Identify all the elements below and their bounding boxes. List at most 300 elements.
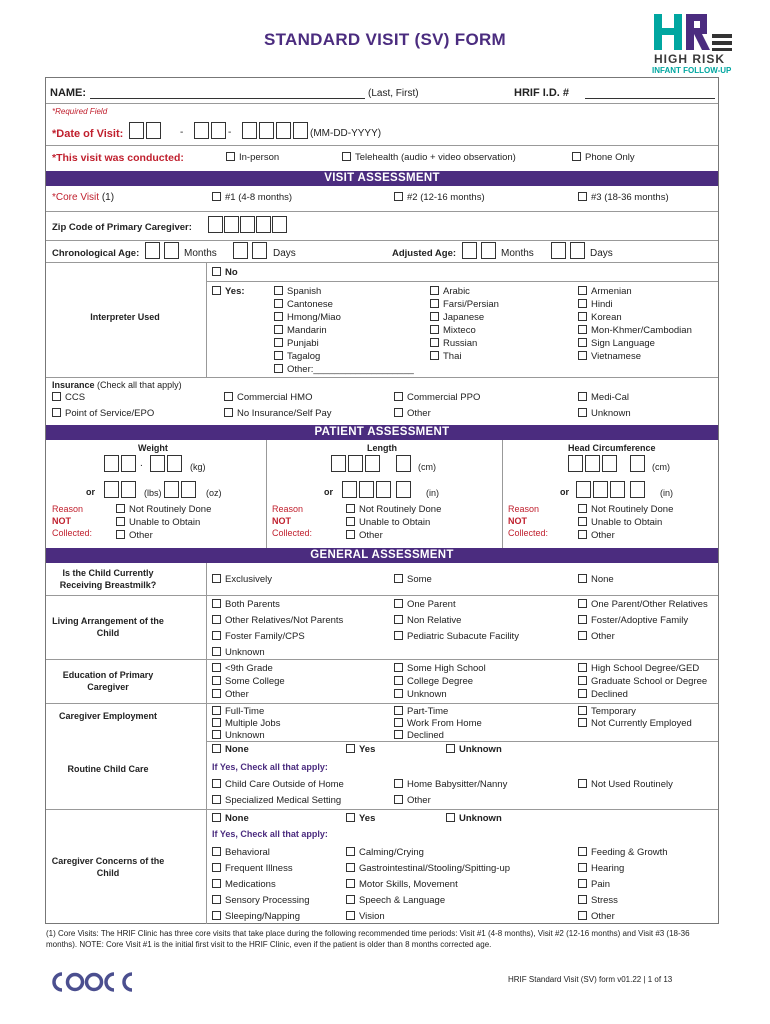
weight-oz-digit[interactable] xyxy=(181,481,196,498)
oz-unit: (oz) xyxy=(206,488,222,498)
concerns-option[interactable]: Stress xyxy=(578,895,618,906)
employment-option[interactable]: Part-Time xyxy=(394,706,448,717)
childcare-option[interactable]: Child Care Outside of Home xyxy=(212,779,344,790)
insurance-label: Insurance (Check all that apply) xyxy=(52,380,182,390)
reason-label: NOT xyxy=(272,516,291,526)
checkbox-icon xyxy=(430,351,439,360)
zip-digit[interactable] xyxy=(224,216,239,233)
hrif-id-label: HRIF I.D. # xyxy=(514,87,570,99)
checkbox-icon xyxy=(116,517,125,526)
chrono-days-label: Days xyxy=(273,248,296,259)
reason-option[interactable]: Unable to Obtain xyxy=(116,517,200,528)
checkbox-icon xyxy=(212,779,221,788)
date-dash: - xyxy=(180,127,184,138)
checkbox-icon xyxy=(578,895,587,904)
date-dash: - xyxy=(228,127,232,138)
reason-label: Collected: xyxy=(272,528,313,538)
insurance-option[interactable]: Other xyxy=(394,408,431,419)
checkbox-icon xyxy=(52,408,61,417)
checkbox-icon xyxy=(578,879,587,888)
education-option[interactable]: Other xyxy=(212,689,249,700)
checkbox-icon xyxy=(342,152,351,161)
lbs-unit: (lbs) xyxy=(144,488,162,498)
childcare-label: Routine Child Care xyxy=(67,764,149,774)
concerns-option[interactable]: Pain xyxy=(578,879,610,890)
head-in-digit[interactable] xyxy=(610,481,625,498)
weight-label: Weight xyxy=(138,443,168,453)
checkbox-icon xyxy=(116,530,125,539)
checkbox-icon xyxy=(212,286,221,295)
concerns-ifyes: If Yes, Check all that apply: xyxy=(212,829,328,839)
lang-option[interactable]: Punjabi xyxy=(274,338,319,349)
education-option[interactable]: Some High School xyxy=(394,663,486,674)
logo-text-high-risk: HIGH RISK xyxy=(654,52,726,66)
insurance-option[interactable]: Commercial PPO xyxy=(394,392,480,403)
checkbox-icon xyxy=(430,312,439,321)
checkbox-icon xyxy=(224,408,233,417)
date-digit[interactable] xyxy=(129,122,144,139)
core-visit-2[interactable]: #2 (12-16 months) xyxy=(394,192,485,203)
insurance-option[interactable]: Commercial HMO xyxy=(224,392,312,403)
length-in-digit[interactable] xyxy=(376,481,391,498)
checkbox-icon xyxy=(52,392,61,401)
checkbox-icon xyxy=(430,286,439,295)
kg-unit: (kg) xyxy=(190,462,206,472)
date-label: *Date of Visit: xyxy=(52,128,124,140)
checkbox-icon xyxy=(578,599,587,608)
core-visit-label: *Core Visit (1) xyxy=(52,192,115,203)
concerns-option[interactable]: Sleeping/Napping xyxy=(212,911,300,922)
weight-kg-digit[interactable] xyxy=(150,455,165,472)
required-note: *Required Field xyxy=(52,107,108,116)
insurance-option[interactable]: No Insurance/Self Pay xyxy=(224,408,332,419)
concerns-option[interactable]: Hearing xyxy=(578,863,624,874)
lang-option[interactable]: Armenian xyxy=(578,286,632,297)
concerns-option[interactable]: Frequent Illness xyxy=(212,863,293,874)
checkbox-icon xyxy=(394,192,403,201)
concerns-option[interactable]: Calming/Crying xyxy=(346,847,424,858)
adjusted-age-label: Adjusted Age: xyxy=(392,248,457,259)
checkbox-icon xyxy=(578,392,587,401)
checkbox-icon xyxy=(394,631,403,640)
footnote: (1) Core Visits: The HRIF Clinic has three core visits that take place during the following recommended time periods: Visit #1 (4-8 months), Visit #2 (12-16 months) and Visit #3 (18-36 months). NOTE: Core Visit #1 is the initial first visit to the HRIF Clinic, even if the patient is older than 8 months corrected age. xyxy=(46,929,690,949)
living-option[interactable]: Other xyxy=(578,631,615,642)
checkbox-icon xyxy=(212,879,221,888)
employment-option[interactable]: Temporary xyxy=(578,706,636,717)
checkbox-icon xyxy=(394,676,403,685)
checkbox-icon xyxy=(430,325,439,334)
reason-label: NOT xyxy=(52,516,71,526)
date-digit[interactable] xyxy=(259,122,274,139)
reason-label: Reason xyxy=(52,504,84,514)
checkbox-icon xyxy=(212,676,221,685)
employment-option[interactable]: Work From Home xyxy=(394,718,482,729)
checkbox-icon xyxy=(212,631,221,640)
living-option[interactable]: Foster Family/CPS xyxy=(212,631,305,642)
checkbox-icon xyxy=(224,392,233,401)
checkbox-icon xyxy=(212,847,221,856)
insurance-option[interactable]: Point of Service/EPO xyxy=(52,408,154,419)
insurance-option[interactable]: Unknown xyxy=(578,408,631,419)
concerns-option[interactable]: Speech & Language xyxy=(346,895,445,906)
chrono-days-digit[interactable] xyxy=(233,242,248,259)
adjusted-months-digit[interactable] xyxy=(481,242,496,259)
checkbox-icon xyxy=(578,574,587,583)
weight-lbs-digit[interactable] xyxy=(104,481,119,498)
checkbox-icon xyxy=(578,706,587,715)
page-title: STANDARD VISIT (SV) FORM xyxy=(263,30,507,49)
checkbox-icon xyxy=(212,689,221,698)
head-cm-digit[interactable] xyxy=(585,455,600,472)
cm-unit: (cm) xyxy=(418,462,436,472)
date-digit[interactable] xyxy=(293,122,308,139)
checkbox-icon xyxy=(212,267,221,276)
core-visit-1[interactable]: #1 (4-8 months) xyxy=(212,192,292,203)
checkbox-icon xyxy=(394,599,403,608)
checkbox-icon xyxy=(274,325,283,334)
chrono-days-digit[interactable] xyxy=(252,242,267,259)
employment-option[interactable]: Declined xyxy=(394,730,444,741)
length-cm-digit[interactable] xyxy=(365,455,380,472)
head-cm-digit[interactable] xyxy=(630,455,645,472)
living-option[interactable]: Other Relatives/Not Parents xyxy=(212,615,343,626)
education-option[interactable]: Some College xyxy=(212,676,285,687)
name-input[interactable] xyxy=(90,98,365,99)
checkbox-icon xyxy=(212,718,221,727)
employment-label: Caregiver Employment xyxy=(58,711,158,721)
head-cm-digit[interactable] xyxy=(568,455,583,472)
reason-option[interactable]: Not Routinely Done xyxy=(346,504,441,515)
head-in-digit[interactable] xyxy=(576,481,591,498)
lang-other[interactable]: Other:___________________ xyxy=(274,364,414,375)
breastmilk-some[interactable]: Some xyxy=(394,574,432,585)
interpreter-label: Interpreter Used xyxy=(90,312,160,322)
concerns-option[interactable]: Gastrointestinal/Stooling/Spitting-up xyxy=(346,863,510,874)
checkbox-icon xyxy=(394,574,403,583)
lang-option[interactable]: Hmong/Miao xyxy=(274,312,341,323)
adjusted-days-digit[interactable] xyxy=(551,242,566,259)
concerns-none[interactable]: None xyxy=(212,813,249,824)
concerns-option[interactable]: Motor Skills, Movement xyxy=(346,879,458,890)
date-digit[interactable] xyxy=(276,122,291,139)
breastmilk-none[interactable]: None xyxy=(578,574,614,585)
checkbox-icon xyxy=(578,676,587,685)
breastmilk-label: Is the Child Currently Receiving Breastmilk? xyxy=(59,568,157,590)
lang-option[interactable]: Tagalog xyxy=(274,351,320,362)
reason-option[interactable]: Other xyxy=(346,530,383,541)
checkbox-icon xyxy=(116,504,125,513)
checkbox-icon xyxy=(212,706,221,715)
checkbox-icon xyxy=(394,392,403,401)
date-digit[interactable] xyxy=(194,122,209,139)
checkbox-icon xyxy=(578,325,587,334)
employment-option[interactable]: Multiple Jobs xyxy=(212,718,280,729)
lang-option[interactable]: Vietnamese xyxy=(578,351,641,362)
checkbox-icon xyxy=(578,779,587,788)
living-option[interactable]: Pediatric Subacute Facility xyxy=(394,631,519,642)
checkbox-icon xyxy=(578,517,587,526)
checkbox-icon xyxy=(212,795,221,804)
checkbox-icon xyxy=(394,730,403,739)
conducted-label: *This visit was conducted: xyxy=(52,152,184,164)
concerns-option[interactable]: Sensory Processing xyxy=(212,895,309,906)
form-id: HRIF Standard Visit (SV) form v01.22 | 1 of 13 xyxy=(508,975,673,984)
concerns-label: Caregiver Concerns of the Child xyxy=(51,855,165,878)
reason-option[interactable]: Other xyxy=(578,530,615,541)
employment-option[interactable]: Unknown xyxy=(212,730,265,741)
checkbox-icon xyxy=(346,744,355,753)
lang-option[interactable]: Arabic xyxy=(430,286,470,297)
reason-label: Collected: xyxy=(52,528,93,538)
checkbox-icon xyxy=(212,647,221,656)
living-option[interactable]: Unknown xyxy=(212,647,265,658)
cm-unit: (cm) xyxy=(652,462,670,472)
weight-kg-digit[interactable] xyxy=(167,455,182,472)
dot: . xyxy=(140,458,143,469)
checkbox-icon xyxy=(394,795,403,804)
checkbox-icon xyxy=(578,631,587,640)
length-in-digit[interactable] xyxy=(359,481,374,498)
general-assessment-header: GENERAL ASSESSMENT xyxy=(46,548,718,563)
adjusted-days-label: Days xyxy=(590,248,613,259)
insurance-option[interactable]: CCS xyxy=(52,392,85,403)
cpqcc-logo-icon xyxy=(48,968,136,996)
lang-option[interactable]: Korean xyxy=(578,312,622,323)
checkbox-icon xyxy=(212,615,221,624)
checkbox-icon xyxy=(578,338,587,347)
checkbox-icon xyxy=(212,192,221,201)
lang-option[interactable]: Mandarin xyxy=(274,325,327,336)
checkbox-icon xyxy=(212,813,221,822)
insurance-option[interactable]: Medi-Cal xyxy=(578,392,629,403)
reason-option[interactable]: Unable to Obtain xyxy=(578,517,662,528)
checkbox-icon xyxy=(346,879,355,888)
childcare-option[interactable]: Specialized Medical Setting xyxy=(212,795,341,806)
education-option[interactable]: Declined xyxy=(578,689,628,700)
checkbox-icon xyxy=(394,718,403,727)
checkbox-icon xyxy=(446,744,455,753)
checkbox-icon xyxy=(346,847,355,856)
checkbox-icon xyxy=(394,663,403,672)
interpreter-no[interactable]: No xyxy=(212,267,238,278)
cpqcc-logo xyxy=(48,968,136,996)
checkbox-icon xyxy=(578,718,587,727)
checkbox-icon xyxy=(394,706,403,715)
reason-option[interactable]: Not Routinely Done xyxy=(116,504,211,515)
checkbox-icon xyxy=(274,299,283,308)
date-digit[interactable] xyxy=(211,122,226,139)
hrif-logo xyxy=(654,14,736,86)
lang-option[interactable]: Thai xyxy=(430,351,461,362)
weight-oz-digit[interactable] xyxy=(164,481,179,498)
zip-digit[interactable] xyxy=(240,216,255,233)
weight-kg-digit[interactable] xyxy=(121,455,136,472)
checkbox-icon xyxy=(212,574,221,583)
reason-option[interactable]: Not Routinely Done xyxy=(578,504,673,515)
checkbox-icon xyxy=(346,813,355,822)
lang-option[interactable]: Cantonese xyxy=(274,299,333,310)
checkbox-icon xyxy=(394,779,403,788)
childcare-none[interactable]: None xyxy=(212,744,249,755)
head-in-digit[interactable] xyxy=(593,481,608,498)
length-in-digit[interactable] xyxy=(342,481,357,498)
checkbox-icon xyxy=(578,192,587,201)
chrono-months-digit[interactable] xyxy=(145,242,160,259)
lang-option[interactable]: Sign Language xyxy=(578,338,655,349)
checkbox-icon xyxy=(578,351,587,360)
checkbox-icon xyxy=(212,730,221,739)
checkbox-icon xyxy=(274,351,283,360)
adjusted-months-label: Months xyxy=(501,248,534,259)
checkbox-icon xyxy=(394,408,403,417)
in-unit: (in) xyxy=(660,488,673,498)
education-option[interactable]: Unknown xyxy=(394,689,447,700)
checkbox-icon xyxy=(572,152,581,161)
checkbox-icon xyxy=(578,863,587,872)
concerns-option[interactable]: Vision xyxy=(346,911,385,922)
adjusted-months-digit[interactable] xyxy=(462,242,477,259)
conducted-phone[interactable]: Phone Only xyxy=(572,152,635,163)
concerns-option[interactable]: Medications xyxy=(212,879,276,890)
head-cm-digit[interactable] xyxy=(602,455,617,472)
childcare-option[interactable]: Other xyxy=(394,795,431,806)
zip-label: Zip Code of Primary Caregiver: xyxy=(52,222,192,233)
checkbox-icon xyxy=(394,615,403,624)
hrif-logo-icon xyxy=(654,14,732,52)
checkbox-icon xyxy=(578,615,587,624)
employment-option[interactable]: Not Currently Employed xyxy=(578,718,692,729)
concerns-option[interactable]: Behavioral xyxy=(212,847,270,858)
checkbox-icon xyxy=(578,663,587,672)
childcare-option[interactable]: Not Used Routinely xyxy=(578,779,673,790)
conducted-telehealth[interactable]: Telehealth (audio + video observation) xyxy=(342,152,516,163)
employment-option[interactable]: Full-Time xyxy=(212,706,264,717)
checkbox-icon xyxy=(578,286,587,295)
concerns-unknown[interactable]: Unknown xyxy=(446,813,502,824)
chrono-months-label: Months xyxy=(184,248,217,259)
adjusted-days-digit[interactable] xyxy=(570,242,585,259)
checkbox-icon xyxy=(274,364,283,373)
childcare-yes[interactable]: Yes xyxy=(346,744,375,755)
chrono-months-digit[interactable] xyxy=(164,242,179,259)
checkbox-icon xyxy=(274,312,283,321)
or-label: or xyxy=(324,487,333,497)
education-option[interactable]: College Degree xyxy=(394,676,473,687)
checkbox-icon xyxy=(578,847,587,856)
checkbox-icon xyxy=(212,895,221,904)
education-option[interactable]: High School Degree/GED xyxy=(578,663,699,674)
living-option[interactable]: Non Relative xyxy=(394,615,461,626)
reason-option[interactable]: Unable to Obtain xyxy=(346,517,430,528)
living-option[interactable]: One Parent xyxy=(394,599,456,610)
length-cm-digit[interactable] xyxy=(348,455,363,472)
checkbox-icon xyxy=(274,338,283,347)
checkbox-icon xyxy=(578,312,587,321)
lang-option[interactable]: Mon-Khmer/Cambodian xyxy=(578,325,692,336)
checkbox-icon xyxy=(346,911,355,920)
checkbox-icon xyxy=(430,299,439,308)
checkbox-icon xyxy=(274,286,283,295)
date-format: (MM-DD-YYYY) xyxy=(310,128,382,139)
date-digit[interactable] xyxy=(146,122,161,139)
lang-option[interactable]: Hindi xyxy=(578,299,613,310)
living-option[interactable]: Both Parents xyxy=(212,599,280,610)
or-label: or xyxy=(86,487,95,497)
checkbox-icon xyxy=(578,299,587,308)
concerns-option[interactable]: Feeding & Growth xyxy=(578,847,668,858)
checkbox-icon xyxy=(578,911,587,920)
checkbox-icon xyxy=(212,744,221,753)
living-option[interactable]: One Parent/Other Relatives xyxy=(578,599,708,610)
hrif-id-input[interactable] xyxy=(585,98,715,99)
reason-label: Reason xyxy=(508,504,540,514)
name-label: NAME: xyxy=(50,87,87,99)
checkbox-icon xyxy=(394,689,403,698)
reason-label: NOT xyxy=(508,516,527,526)
checkbox-icon xyxy=(578,504,587,513)
reason-label: Collected: xyxy=(508,528,549,538)
childcare-option[interactable]: Home Babysitter/Nanny xyxy=(394,779,507,790)
weight-lbs-digit[interactable] xyxy=(121,481,136,498)
head-label: Head Circumference xyxy=(568,443,656,453)
core-visit-3[interactable]: #3 (18-36 months) xyxy=(578,192,669,203)
lang-option[interactable]: Spanish xyxy=(274,286,321,297)
zip-digit[interactable] xyxy=(208,216,223,233)
visit-assessment-header: VISIT ASSESSMENT xyxy=(46,171,718,186)
chrono-age-label: Chronological Age: xyxy=(52,248,140,259)
form-frame xyxy=(45,77,719,924)
education-option[interactable]: <9th Grade xyxy=(212,663,273,674)
breastmilk-exclusive[interactable]: Exclusively xyxy=(212,574,272,585)
checkbox-icon xyxy=(346,863,355,872)
in-unit: (in) xyxy=(426,488,439,498)
date-digit[interactable] xyxy=(242,122,257,139)
checkbox-icon xyxy=(578,530,587,539)
head-in-digit[interactable] xyxy=(630,481,645,498)
lang-option[interactable]: Mixteco xyxy=(430,325,476,336)
checkbox-icon xyxy=(430,338,439,347)
patient-assessment-header: PATIENT ASSESSMENT xyxy=(46,425,718,440)
checkbox-icon xyxy=(346,517,355,526)
childcare-ifyes: If Yes, Check all that apply: xyxy=(212,762,328,772)
length-in-digit[interactable] xyxy=(396,481,411,498)
concerns-yes[interactable]: Yes xyxy=(346,813,375,824)
checkbox-icon xyxy=(346,530,355,539)
education-option[interactable]: Graduate School or Degree xyxy=(578,676,707,687)
reason-label: Reason xyxy=(272,504,304,514)
checkbox-icon xyxy=(226,152,235,161)
length-cm-digit[interactable] xyxy=(331,455,346,472)
length-label: Length xyxy=(367,443,397,453)
conducted-in-person[interactable]: In-person xyxy=(226,152,279,163)
living-option[interactable]: Foster/Adoptive Family xyxy=(578,615,688,626)
checkbox-icon xyxy=(578,689,587,698)
checkbox-icon xyxy=(212,863,221,872)
checkbox-icon xyxy=(212,911,221,920)
concerns-option[interactable]: Other xyxy=(578,911,615,922)
lang-option[interactable]: Japanese xyxy=(430,312,484,323)
lang-option[interactable]: Russian xyxy=(430,338,477,349)
zip-digit[interactable] xyxy=(272,216,287,233)
reason-option[interactable]: Other xyxy=(116,530,153,541)
weight-kg-digit[interactable] xyxy=(104,455,119,472)
childcare-unknown[interactable]: Unknown xyxy=(446,744,502,755)
interpreter-yes[interactable]: Yes: xyxy=(212,286,245,297)
length-cm-digit[interactable] xyxy=(396,455,411,472)
education-label: Education of Primary Caregiver xyxy=(62,670,154,692)
lang-option[interactable]: Farsi/Persian xyxy=(430,299,499,310)
zip-digit[interactable] xyxy=(256,216,271,233)
